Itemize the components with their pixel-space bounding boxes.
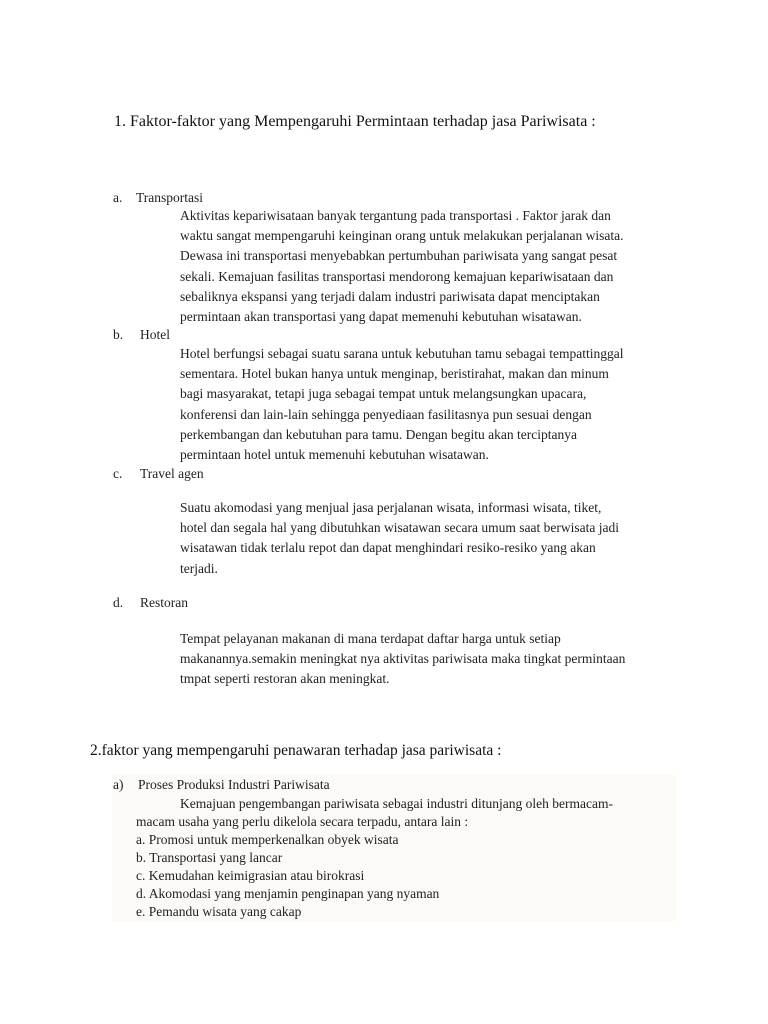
list-item: b. Transportasi yang lancar [136,850,283,865]
item-d-marker: d. [113,595,124,610]
paragraph-line: sementara. Hotel bukan hanya untuk menginap, beristirahat, makan dan minum [180,366,609,382]
paragraph-line: wisatawan tidak terlalu repot dan dapat menghindari resiko-resiko yang akan [180,540,596,556]
list-item: d. Akomodasi yang menjamin penginapan yang nyaman [136,886,440,901]
section2-item-box [112,775,676,921]
item-a-marker: a. [113,190,123,205]
paragraph-line: Hotel berfungsi sebagai suatu sarana untuk kebutuhan tamu sebagai tempattinggal [180,346,624,361]
intro-line-2: macam usaha yang perlu dikelola secara terpadu, antara lain : [136,814,469,829]
list-item: e. Pemandu wisata yang cakap [136,904,302,919]
paragraph-line: permintaan hotel untuk memenuhi kebutuhan wisatawan. [180,447,489,463]
paragraph-line: Tempat pelayanan makanan di mana terdapat daftar harga untuk setiap [180,631,561,646]
item-d-paragraph [180,629,700,690]
paragraph-line: waktu sangat mempengaruhi keinginan orang untuk melakukan perjalanan wisata. [180,228,624,244]
item-a2-title: Proses Produksi Industri Pariwisata [138,777,330,792]
item-d-title: Restoran [140,595,188,610]
paragraph-line: permintaan akan transportasi yang dapat memenuhi kebutuhan wisatawan. [180,309,582,325]
item-c-marker: c. [113,466,123,481]
item-a-paragraph [180,206,700,327]
section1-heading: 1. Faktor-faktor yang Mempengaruhi Permintaan terhadap jasa Pariwisata : [114,113,596,130]
section2-heading: 2.faktor yang mempengaruhi penawaran terhadap jasa pariwisata : [90,742,502,759]
intro-line-1: Kemajuan pengembangan pariwisata sebagai industri ditunjang oleh bermacam- [180,796,613,811]
paragraph-line: sebaliknya ekspansi yang terjadi dalam industri pariwisata dapat menciptakan [180,288,600,304]
paragraph-line: konferensi dan lain-lain sehingga penyediaan fasilitasnya pun sesuai dengan [180,406,592,422]
item-b-title: Hotel [140,327,170,342]
paragraph-line: perkembangan dan kebutuhan para tamu. Dengan begitu akan terciptanya [180,426,577,442]
item-a2-marker: a) [113,777,124,792]
item-b-paragraph [180,344,700,465]
paragraph-line: hotel dan segala hal yang dibutuhkan wisatawan secara umum saat berwisata jadi [180,520,619,536]
paragraph-line: terjadi. [180,560,218,576]
list-item: a. Promosi untuk memperkenalkan obyek wisata [136,832,399,847]
paragraph-line: tmpat seperti restoran akan meningkat. [180,671,390,687]
paragraph-line: bagi masyarakat, tetapi juga sebagai tempat untuk melangsungkan upacara, [180,386,587,402]
item-a-title: Transportasi [136,190,204,205]
paragraph-line: Suatu akomodasi yang menjual jasa perjalanan wisata, informasi wisata, tiket, [180,500,602,515]
list-item: c. Kemudahan keimigrasian atau birokrasi [136,868,365,883]
paragraph-line: Dewasa ini transportasi menyebabkan pertumbuhan pariwisata yang sangat pesat [180,248,618,264]
item-b-marker: b. [113,327,124,342]
paragraph-line: makanannya.semakin meningkat nya aktivitas pariwisata maka tingkat permintaan [180,651,626,667]
item-c-paragraph [180,498,700,579]
paragraph-line: Aktivitas kepariwisataan banyak tergantung pada transportasi . Faktor jarak dan [180,208,611,223]
paragraph-line: sekali. Kemajuan fasilitas transportasi mendorong kemajuan kepariwisataan dan [180,268,614,284]
item-c-title: Travel agen [140,466,204,481]
